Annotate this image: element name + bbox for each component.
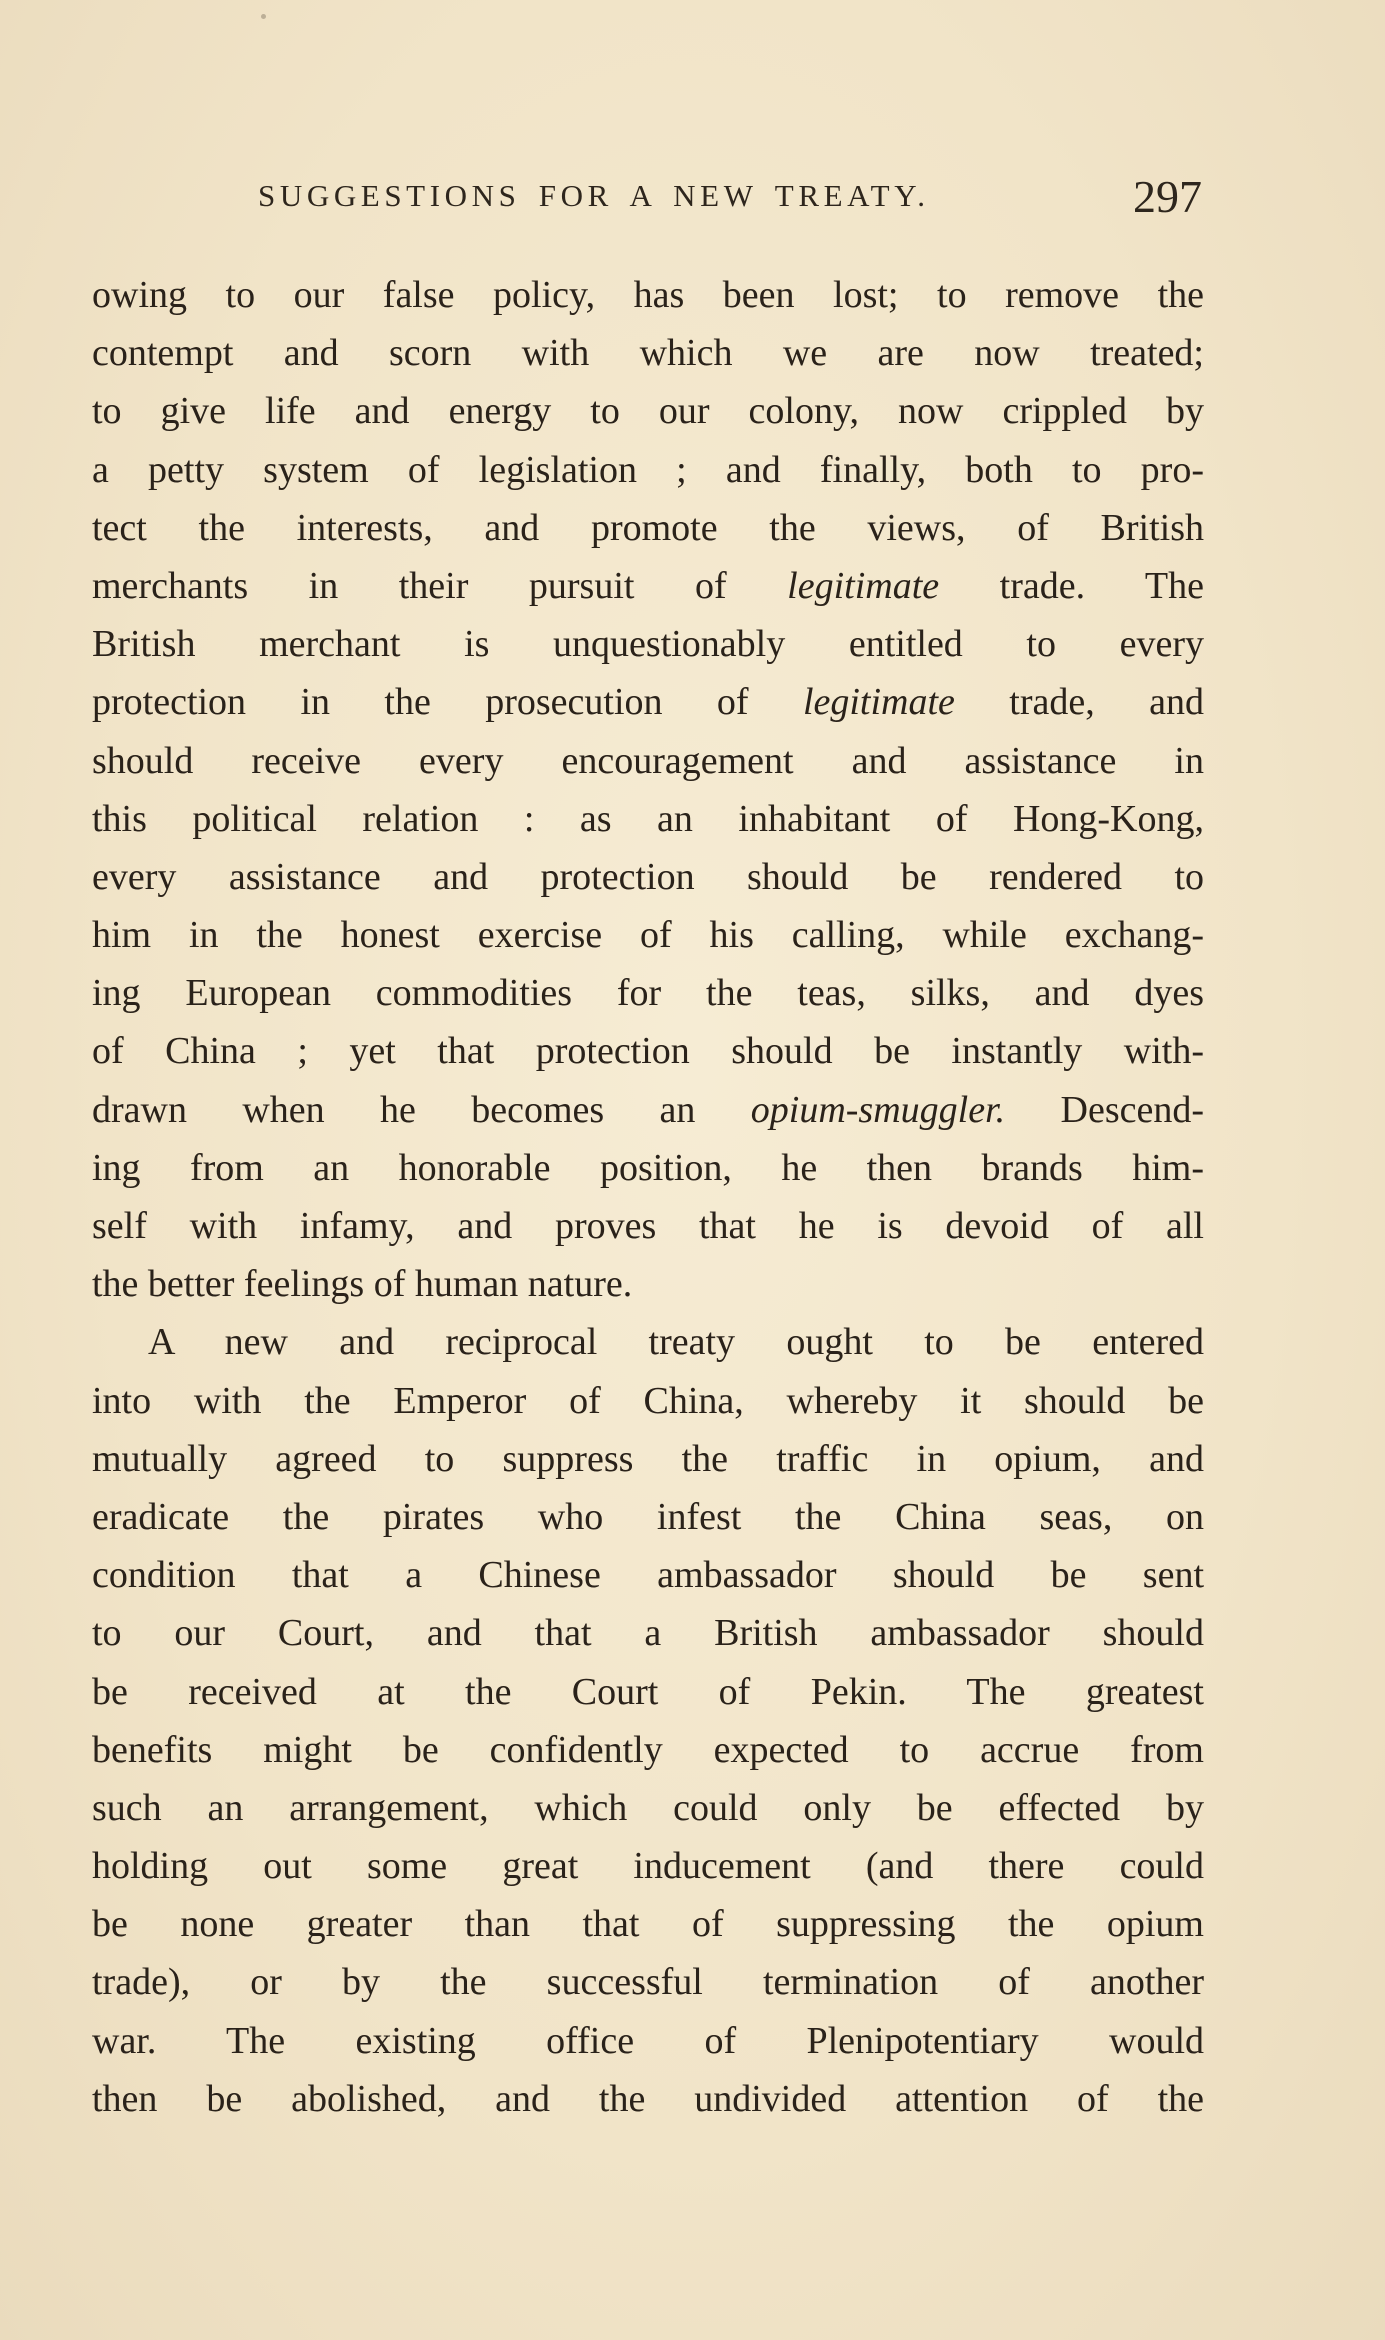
text-line	[92, 906, 1204, 964]
text-line	[92, 382, 1204, 440]
text-segment: A new and reciprocal treaty ought to be entered	[148, 1321, 1204, 1364]
text-segment: of China ; yet that protection should be instantly with-	[92, 1030, 1204, 1073]
text-segment: Descend-	[1005, 1088, 1205, 1131]
text-line	[92, 1895, 1204, 1953]
text-segment: the better feelings of human nature.	[92, 1263, 633, 1306]
text-segment: him in the honest exercise of his calling, while exchang-	[92, 914, 1204, 957]
text-line	[92, 790, 1204, 848]
text-segment: owing to our false policy, has been lost; to remove the	[92, 274, 1204, 316]
text-segment: a petty system of legislation ; and finally, both to pro-	[92, 448, 1204, 491]
text-segment: holding out some great inducement (and there could	[92, 1845, 1204, 1888]
text-segment: into with the Emperor of China, whereby it should be	[92, 1379, 1204, 1422]
text-line	[92, 324, 1204, 382]
text-line	[92, 2070, 1204, 2128]
text-segment: trade), or by the successful termination of another	[92, 1961, 1204, 2004]
text-segment: every assistance and protection should be rendered to	[92, 855, 1204, 898]
text-segment: eradicate the pirates who infest the China seas, on	[92, 1495, 1204, 1538]
text-segment: this political relation : as an inhabitant of Hong-Kong,	[92, 797, 1204, 840]
text-line	[92, 1430, 1204, 1488]
text-segment: then be abolished, and the undivided attention of the	[92, 2077, 1204, 2120]
text-segment: condition that a Chinese ambassador should be sent	[92, 1554, 1204, 1597]
text-line	[92, 1779, 1204, 1837]
text-line	[92, 732, 1204, 790]
text-line	[92, 673, 1204, 731]
text-segment: mutually agreed to suppress the traffic in opium, and	[92, 1437, 1204, 1480]
running-head	[90, 170, 1202, 230]
body-text	[92, 266, 1204, 2128]
text-line	[92, 848, 1204, 906]
italic-text: opium-smuggler.	[750, 1088, 1006, 1131]
text-segment: merchants in their pursuit of	[92, 564, 788, 607]
text-segment: ing European commodities for the teas, silks, and dyes	[92, 972, 1204, 1015]
text-segment: contempt and scorn with which we are now treated;	[92, 332, 1204, 375]
text-segment: to give life and energy to our colony, now crippled by	[92, 390, 1204, 433]
italic-text: legitimate	[787, 564, 940, 607]
text-line	[92, 557, 1204, 615]
text-segment: drawn when he becomes an	[92, 1088, 751, 1131]
text-segment: trade. The	[939, 564, 1204, 607]
running-title: SUGGESTIONS FOR A NEW TREATY.	[258, 178, 930, 213]
text-line	[92, 1197, 1204, 1255]
text-segment: to our Court, and that a British ambassador should	[92, 1612, 1204, 1655]
text-segment: be received at the Court of Pekin. The greatest	[92, 1670, 1204, 1713]
text-segment: self with infamy, and proves that he is devoid of all	[92, 1205, 1204, 1247]
text-line	[92, 1255, 1204, 1313]
text-segment: trade, and	[954, 681, 1204, 724]
text-segment: benefits might be confidently expected to accrue from	[92, 1728, 1204, 1771]
text-line	[92, 2012, 1204, 2070]
text-line	[92, 1313, 1204, 1371]
text-segment: ing from an honorable position, he then brands him-	[92, 1146, 1204, 1189]
text-line	[92, 1837, 1204, 1895]
italic-text: legitimate	[802, 681, 955, 724]
text-line	[92, 441, 1204, 499]
text-segment: British merchant is unquestionably entitled to every	[92, 623, 1204, 666]
text-segment: should receive every encouragement and assistance in	[92, 739, 1204, 782]
text-segment: tect the interests, and promote the views, of British	[92, 506, 1204, 549]
text-segment: such an arrangement, which could only be effected by	[92, 1786, 1204, 1829]
text-line	[92, 1953, 1204, 2011]
text-segment: protection in the prosecution of	[92, 681, 803, 724]
text-line	[92, 1139, 1204, 1197]
text-line	[92, 1546, 1204, 1604]
text-line	[92, 1372, 1204, 1430]
text-line	[92, 1488, 1204, 1546]
text-line	[92, 1604, 1204, 1662]
text-line	[92, 1721, 1204, 1779]
text-line	[92, 499, 1204, 557]
text-line	[92, 1022, 1204, 1080]
text-line	[92, 1663, 1204, 1721]
text-segment: be none greater than that of suppressing the opium	[92, 1903, 1204, 1946]
page-number: 297	[1133, 171, 1202, 222]
text-line	[92, 266, 1204, 324]
text-line	[92, 1081, 1204, 1139]
text-line	[92, 964, 1204, 1022]
text-line	[92, 615, 1204, 673]
text-segment: war. The existing office of Plenipotentiary would	[92, 2019, 1204, 2062]
paper-speck	[261, 14, 266, 19]
